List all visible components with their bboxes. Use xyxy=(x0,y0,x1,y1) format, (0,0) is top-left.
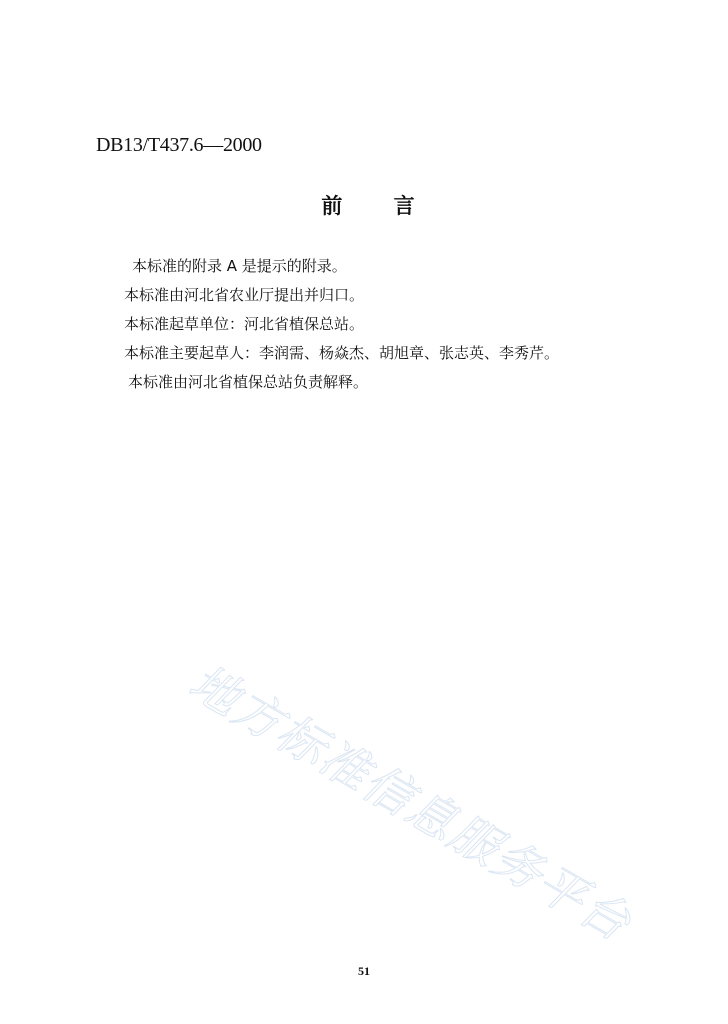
standard-code: DB13/T437.6—2000 xyxy=(96,134,262,156)
section-title: 前 言 xyxy=(321,194,437,218)
foreword-line-appendix: 本标准的附录 A 是提示的附录。 xyxy=(132,257,347,275)
foreword-line-proposer: 本标准由河北省农业厅提出并归口。 xyxy=(124,286,365,304)
foreword-line-drafting-unit: 本标准起草单位：河北省植保总站。 xyxy=(124,315,365,333)
page-number: 51 xyxy=(358,964,370,978)
foreword-line-drafters: 本标准主要起草人：李润需、杨焱杰、胡旭章、张志英、李秀芹。 xyxy=(124,344,560,362)
watermark: 地方标准信息服务平台 xyxy=(179,654,641,953)
foreword-line-interpretation: 本标准由河北省植保总站负责解释。 xyxy=(128,373,369,391)
foreword-body xyxy=(124,252,684,397)
